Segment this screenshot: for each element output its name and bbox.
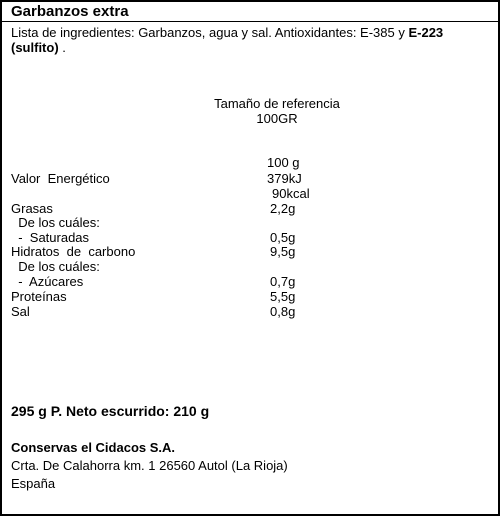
nutrition-row-label: De los cuáles: (11, 215, 100, 230)
nutrition-row-label: Proteínas (11, 289, 67, 304)
nutrition-row-label: Sal (11, 304, 30, 319)
manufacturer-address: Crta. De Calahorra km. 1 26560 Autol (La Rioja) (11, 458, 288, 473)
nutrition-row-label: - Azúcares (11, 274, 84, 289)
nutrition-row-value: 5,5g (270, 289, 296, 304)
reference-size-amount: 100GR (256, 111, 298, 126)
nutrition-row-value: 2,2g (270, 201, 296, 216)
net-weight: 295 g P. Neto escurrido: 210 g (11, 403, 210, 419)
ingredients-allergen: E-223 (408, 25, 444, 40)
nutrition-row-value: 0,8g (270, 304, 296, 319)
ingredients-text (11, 25, 443, 55)
ingredients-end: . (58, 40, 66, 55)
nutrition-row-label: Hidratos de carbono (11, 244, 136, 259)
nutrition-row-label: Grasas (11, 201, 53, 216)
manufacturer-country: España (11, 476, 56, 491)
reference-size-title: Tamaño de referencia (214, 96, 340, 111)
nutrition-row-label: - Saturadas (11, 230, 90, 245)
nutrition-row-label: Valor Energético (11, 171, 110, 186)
nutrition-row-value: 379kJ (267, 171, 302, 186)
nutrition-row-value: 90kcal (272, 186, 310, 201)
ingredients-line: Lista de ingredientes: Garbanzos, agua y sal. Antioxidantes: E-385 y (11, 25, 409, 40)
nutrition-row-value: 9,5g (270, 244, 296, 259)
manufacturer-name: Conservas el Cidacos S.A. (11, 440, 176, 455)
nutrition-row-value: 0,7g (270, 274, 296, 289)
nutrition-column-header: 100 g (267, 155, 300, 170)
title-divider (2, 21, 498, 22)
nutrition-row-value: 0,5g (270, 230, 296, 245)
ingredients-allergen-note: (sulfito) (11, 40, 59, 55)
product-title: Garbanzos extra (11, 3, 129, 20)
nutrition-row-label: De los cuáles: (11, 259, 100, 274)
